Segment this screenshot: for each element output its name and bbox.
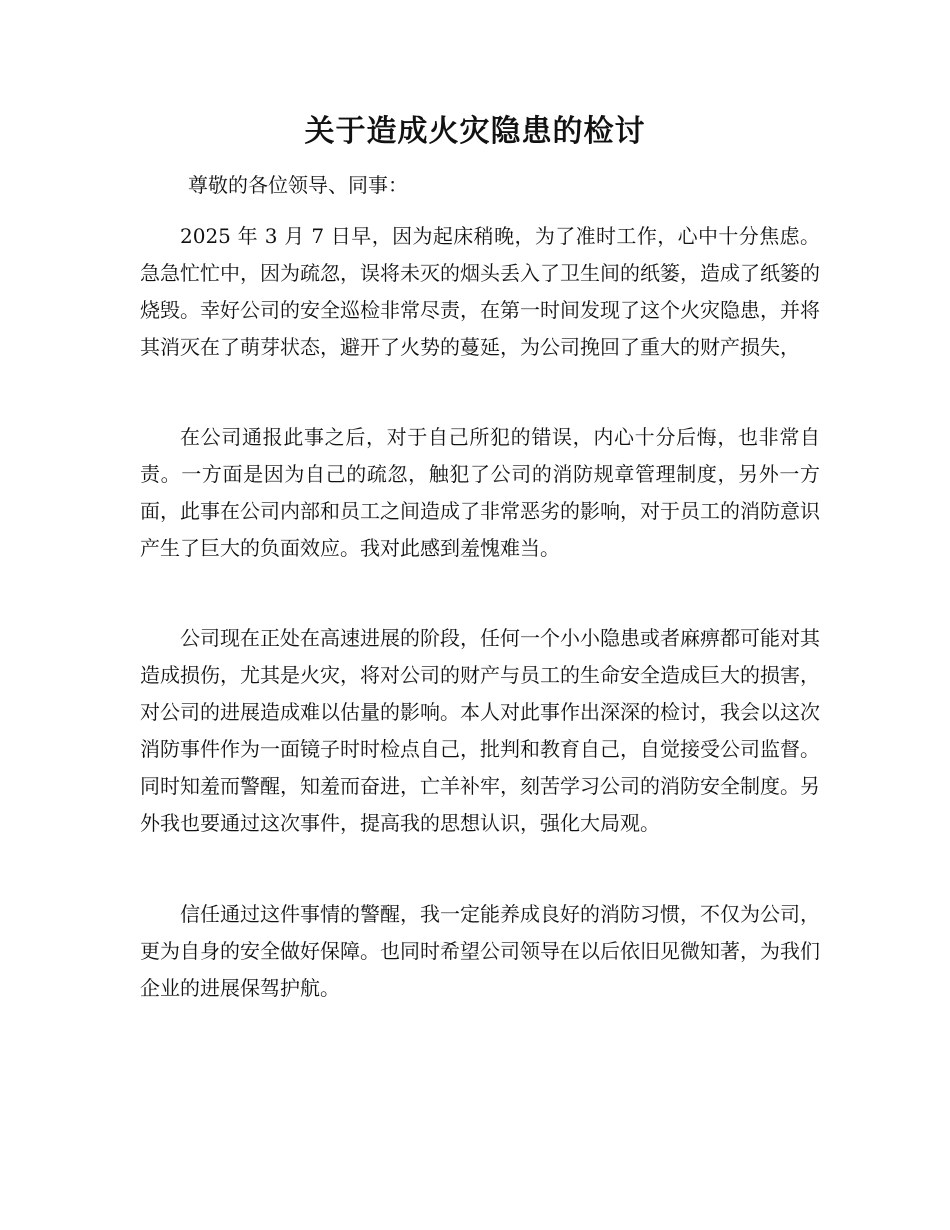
salutation: 尊敬的各位领导、同事： [188, 173, 408, 197]
paragraph-reflection: 公司现在正处在高速进展的阶段，任何一个小小隐患或者麻痹都可能对其造成损伤，尤其是火灾，将对公司的财产与员工的生命安全造成巨大的损害，对公司的进展造成难以估量的影响。本人对此事作出深深的检讨，我会以这次消防事件作为一面镜子时时检点自己，批判和教育自己，自觉接受公司监督。同时知羞而警醒，知羞而奋进，亡羊补牢，刻苦学习公司的消防安全制度。另外我也要通过这次事件，提高我的思想认识，强化大局观。 [140, 626, 820, 835]
paragraph-remorse: 在公司通报此事之后，对于自己所犯的错误，内心十分后悔，也非常自责。一方面是因为自己的疏忽，触犯了公司的消防规章管理制度，另外一方面，此事在公司内部和员工之间造成了非常恶劣的影响，对于员工的消防意识产生了巨大的负面效应。我对此感到羞愧难当。 [140, 425, 820, 560]
document-title: 关于造成火灾隐患的检讨 [304, 114, 646, 149]
paragraph-incident: 2025 年 3 月 7 日早，因为起床稍晚，为了准时工作，心中十分焦虑。急急忙忙中，因为疏忽，误将未灭的烟头丢入了卫生间的纸篓，造成了纸篓的烧毁。幸好公司的安全巡检非常尽责，在第一时间发现了这个火灾隐患，并将其消灭在了萌芽状态，避开了火势的蔓延，为公司挽回了重大的财产损失， [140, 224, 820, 359]
paragraph-closing: 信任通过这件事情的警醒，我一定能养成良好的消防习惯，不仅为公司，更为自身的安全做好保障。也同时希望公司领导在以后依旧见微知著，为我们企业的进展保驾护航。 [140, 902, 820, 1000]
